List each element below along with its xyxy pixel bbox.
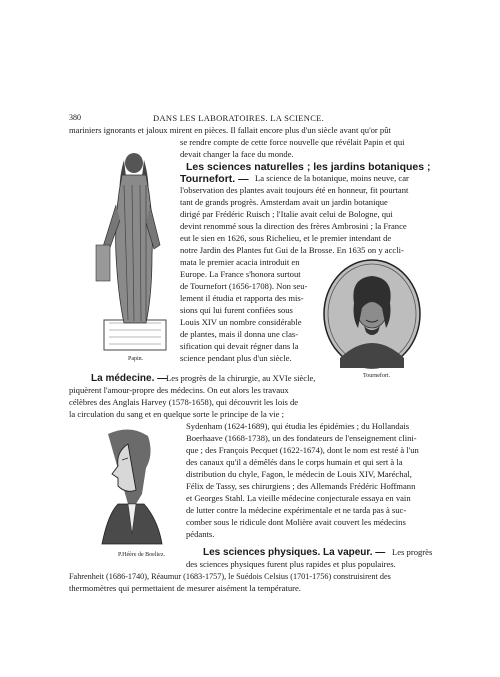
text-line: sification qui devait régner dans la xyxy=(180,341,299,351)
tournefort-medallion xyxy=(322,258,422,370)
text-line: comber sous le ridicule dont Molière avait couvert les médecins xyxy=(186,517,406,527)
text-line: tant de grands progrès. Amsterdam avait un jardin botanique xyxy=(180,197,388,207)
section-heading: La médecine. — xyxy=(91,373,168,384)
papin-caption: Papin. xyxy=(128,356,144,362)
intro-line: mariniers ignorants et jaloux mirent en pièces. Il fallait encore plus d'un siècle avant qu'or pût xyxy=(69,125,391,135)
text-line: piquèrent l'amour-propre des médecins. On eut alors les travaux xyxy=(69,385,289,395)
page-number: 380 xyxy=(69,113,81,122)
text-line: distribution du chyle, Fagon, le médecin de Louis XIV, Maréchal, xyxy=(186,469,412,479)
section-heading: Les sciences naturelles ; les jardins botaniques ; xyxy=(186,161,431,173)
text-line: Sydenham (1624-1689), qui étudia les épidémies ; du Hollandais xyxy=(186,421,410,431)
text-line: Félix de Tassy, ses chirurgiens ; des Allemands Frédéric Hoffmann xyxy=(186,481,416,491)
tournefort-caption: Tournefort. xyxy=(363,373,391,379)
section-heading-cont: Tournefort. — xyxy=(180,173,249,185)
text-line: que ; des François Pecquet (1622-1674), dont le nom est resté à l'un xyxy=(186,445,419,455)
intro-line: devait changer la face du monde. xyxy=(180,149,294,159)
section-heading: Les sciences physiques. La vapeur. — xyxy=(203,547,386,558)
text-line: lement il étudia et rapporta des mis- xyxy=(180,293,304,303)
text-line: Les progrès de la chirurgie, au XVIe siècle, xyxy=(166,373,316,383)
text-line: pédants. xyxy=(186,529,215,539)
text-line: La science de la botanique, moins neuve, car xyxy=(255,173,409,183)
boerhaave-caption: P.Héère de Boeliez. xyxy=(118,552,165,558)
running-head: DANS LES LABORATOIRES. LA SCIENCE. xyxy=(153,113,325,123)
text-line: Europe. La France s'honora surtout xyxy=(180,269,301,279)
text-line: dirigé par Frédéric Ruisch ; l'Italie avait celui de Bologne, qui xyxy=(180,209,393,219)
boerhaave-portrait xyxy=(88,424,174,548)
text-line: science pendant plus d'un siècle. xyxy=(180,353,292,363)
text-line: sions qui lui furent confiées sous xyxy=(180,305,293,315)
intro-line: se rendre compte de cette force nouvelle que révélait Papin et qui xyxy=(180,137,405,147)
text-line: et Georges Stahl. La vieille médecine conjecturale essaya en vain xyxy=(186,493,411,503)
text-line: mata le premier acacia introduit en xyxy=(180,257,300,267)
text-line: Les progrès xyxy=(392,547,433,557)
text-line: thermomètres qui permettaient de mesurer aisément la température. xyxy=(69,583,301,593)
text-line: l'observation des plantes avait toujours été en honneur, fit pourtant xyxy=(180,185,409,195)
text-line: notre Jardin des Plantes fut Gui de la Brosse. En 1635 on y accli- xyxy=(180,245,404,255)
text-line: célèbres des Anglais Harvey (1578-1658), qui découvrit les lois de xyxy=(69,397,299,407)
text-line: Louis XIV un nombre considérable xyxy=(180,317,302,327)
text-line: devint renommé sous la direction des frères Ambrosini ; la France xyxy=(180,221,407,231)
papin-engraving xyxy=(94,145,174,353)
text-line: la circulation du sang et en quelque sorte le principe de la vie ; xyxy=(69,409,285,419)
text-line: Fahrenheit (1686-1740), Réaumur (1683-1757), le Suédois Celsius (1701-1756) construisirent des xyxy=(69,572,391,581)
text-line: eut le sien en 1626, sous Richelieu, et le premier intendant de xyxy=(180,233,392,243)
text-line: de lutter contre la médecine expérimentale et ne tarda pas à suc- xyxy=(186,505,407,515)
text-line: des canaux qu'il a démêlés dans le corps humain et qui sert à la xyxy=(186,457,403,467)
text-line: Boerhaave (1668-1738), un des fondateurs de l'enseignement clini- xyxy=(186,433,417,443)
text-line: des sciences physiques furent plus rapides et plus populaires. xyxy=(186,559,396,569)
text-line: de plantes, mais il donna une clas- xyxy=(180,329,299,339)
text-line: de Tournefort (1656-1708). Non seu- xyxy=(180,281,308,291)
